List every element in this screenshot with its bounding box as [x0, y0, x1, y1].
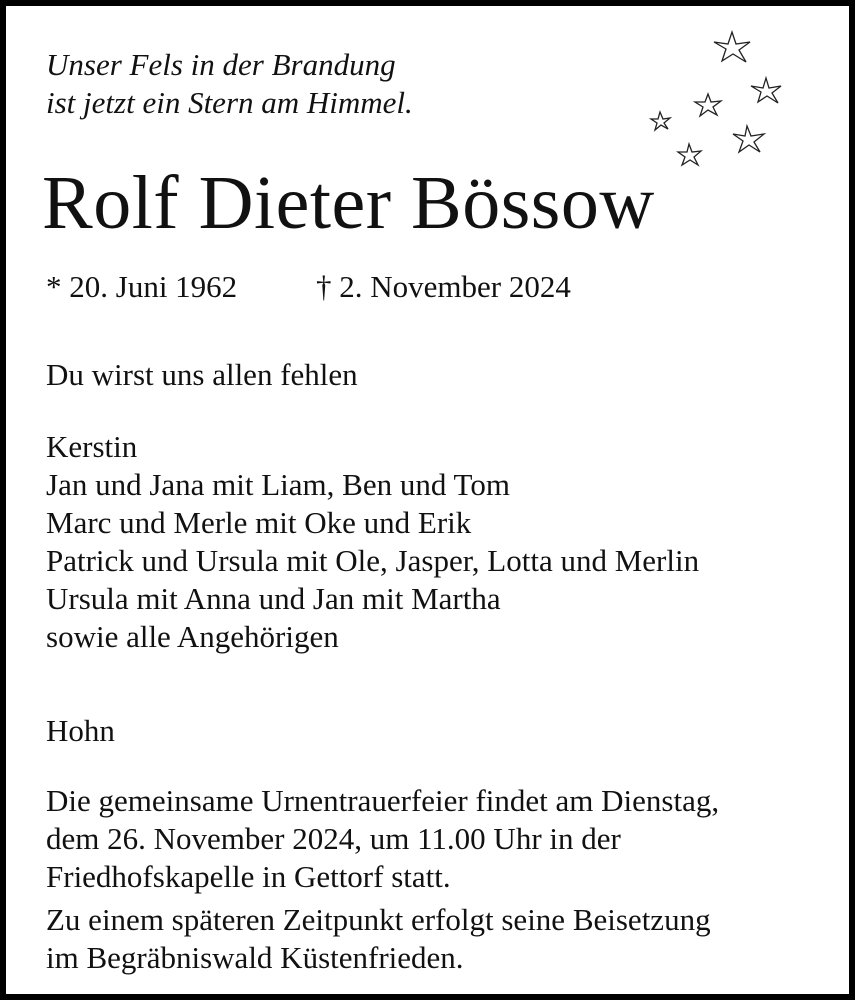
ceremony-line: dem 26. November 2024, um 11.00 Uhr in der — [46, 821, 621, 856]
motto — [46, 46, 413, 122]
life-dates — [46, 268, 571, 306]
mourner-line: Jan und Jana mit Liam, Ben und Tom — [46, 467, 510, 502]
mourner-line: Ursula mit Anna und Jan mit Martha — [46, 581, 501, 616]
burial-info — [46, 901, 711, 977]
farewell-line: Du wirst uns allen fehlen — [46, 357, 358, 392]
mourner-line: Marc und Merle mit Oke und Erik — [46, 505, 472, 540]
burial-line: Zu einem späteren Zeitpunkt erfolgt seine Beisetzung — [46, 902, 711, 937]
birth-date: * 20. Juni 1962 — [46, 269, 238, 304]
death-date: † 2. November 2024 — [316, 269, 571, 304]
mourner-line: Kerstin — [46, 429, 138, 464]
ceremony-line: Die gemeinsame Urnentrauerfeier findet am Dienstag, — [46, 783, 720, 818]
mourners-list — [46, 428, 699, 656]
place: Hohn — [46, 713, 115, 748]
mourner-line: Patrick und Ursula mit Ole, Jasper, Lotta und Merlin — [46, 543, 700, 578]
ceremony-line: Friedhofskapelle in Gettorf statt. — [46, 859, 451, 894]
motto-line-1: Unser Fels in der Brandung — [46, 47, 396, 82]
stars-icon — [642, 28, 792, 178]
ceremony-info — [46, 782, 719, 896]
mourner-line: sowie alle Angehörigen — [46, 619, 339, 654]
burial-line: im Begräbniswald Küstenfrieden. — [46, 940, 464, 975]
motto-line-2: ist jetzt ein Stern am Himmel. — [46, 85, 413, 120]
deceased-name: Rolf Dieter Bössow — [42, 161, 655, 245]
